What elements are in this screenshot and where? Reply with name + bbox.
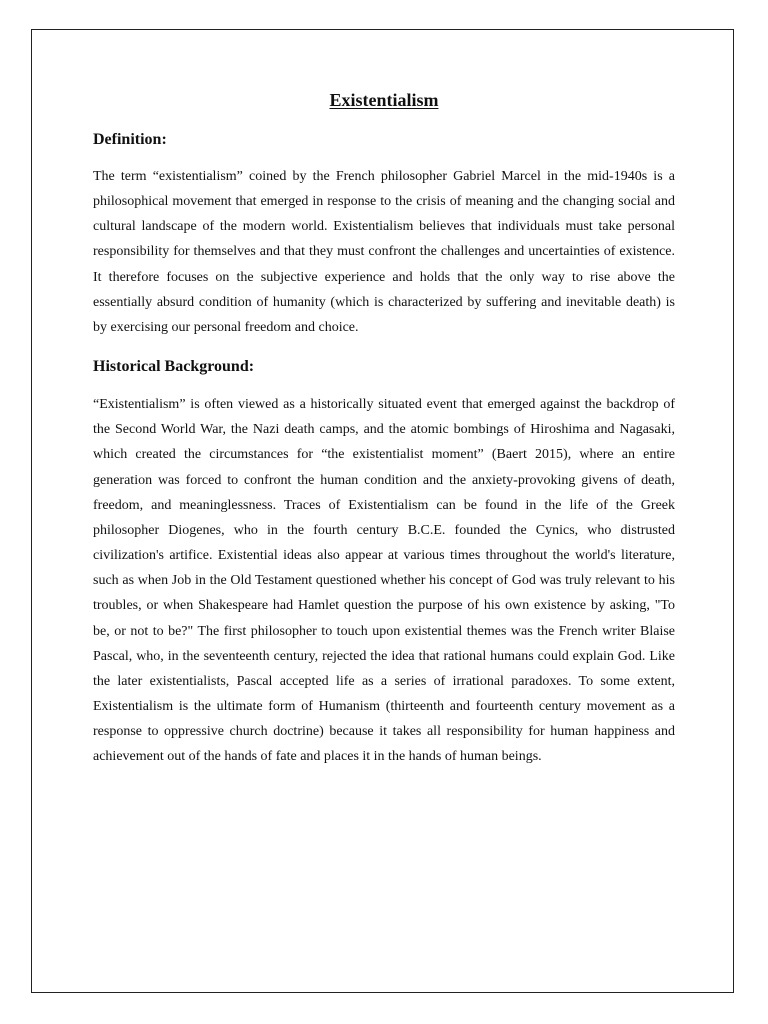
- historical-background-heading: Historical Background:: [93, 358, 255, 376]
- definition-section: [93, 128, 675, 340]
- historical-background-paragraph: “Existentialism” is often viewed as a historically situated event that emerged against the backdrop of the Second World War, the Nazi death camps, and the atomic bombings of Hiroshima and Nagasaki, which created the circumstances for “the existentialist moment” (Baert 2015), where an entire generation was forced to confront the human condition and the anxiety-provoking givens of death, freedom, and meaninglessness. Traces of Existentialism can be found in the life of the Greek philosopher Diogenes, who in the fourth century B.C.E. founded the Cynics, who distrusted civilization's artifice. Existential ideas also appear at various times throughout the world's literature, such as when Job in the Old Testament questioned whether his concept of God was truly relevant to his troubles, or when Shakespeare had Hamlet question the purpose of his own existence by asking, "To be, or not to be?" The first philosopher to touch upon existential themes was the French writer Blaise Pascal, who, in the seventeenth century, rejected the idea that rational humans could explain God. Like the later existentialists, Pascal accepted life as a series of irrational paradoxes. To some extent, Existentialism is the ultimate form of Humanism (thirteenth and fourteenth century movement as a response to oppressive church doctrine) because it takes all responsibility for human happiness and achievement out of the hands of fate and places it in the hands of human beings.: [93, 397, 675, 765]
- historical-background-section: [93, 355, 675, 769]
- document-title: Existentialism: [329, 90, 439, 110]
- definition-heading: Definition:: [93, 131, 167, 148]
- definition-paragraph: The term “existentialism” coined by the French philosopher Gabriel Marcel in the mid-1940s is a philosophical movement that emerged in response to the crisis of meaning and the changing social and cultural landscape of the modern world. Existentialism believes that individuals must take personal responsibility for themselves and that they must confront the challenges and uncertainties of existence. It therefore focuses on the subjective experience and holds that the only way to rise above the essentially absurd condition of humanity (which is characterized by suffering and inevitable death) is by exercising our personal freedom and choice.: [93, 169, 675, 335]
- document-body: [93, 86, 675, 769]
